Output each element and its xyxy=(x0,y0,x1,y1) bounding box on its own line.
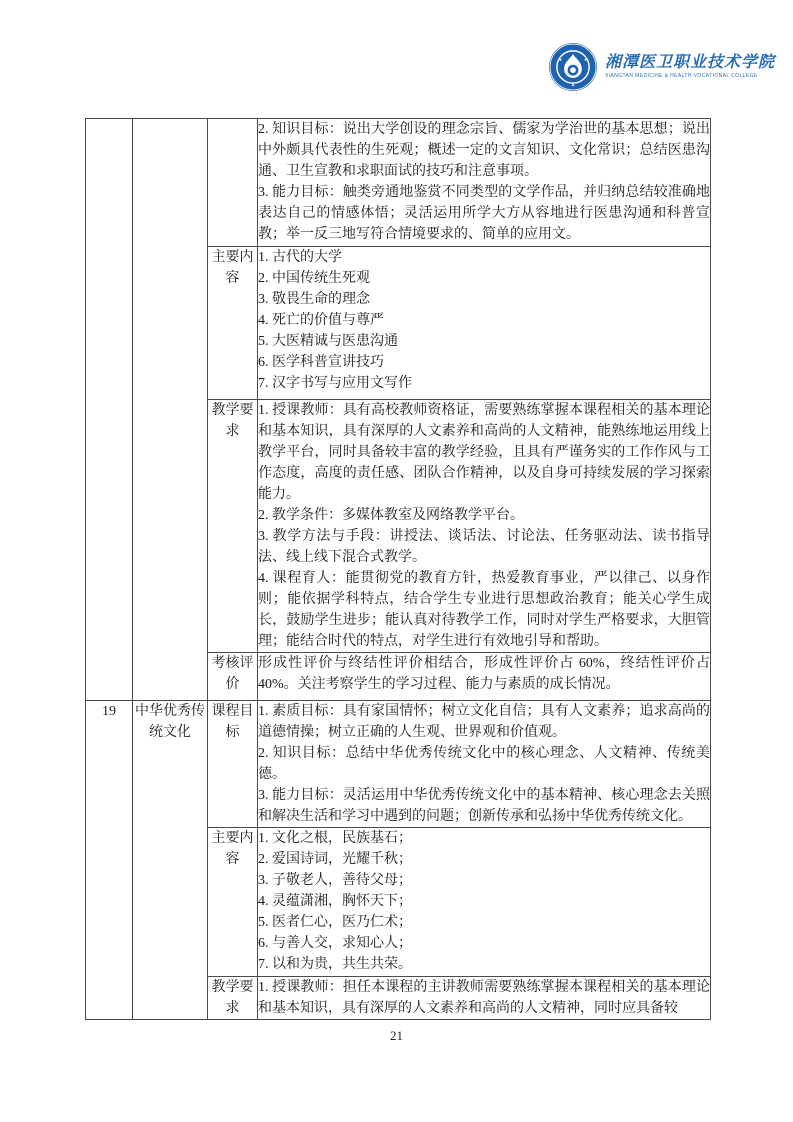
assessment-label-cell: 考核评价 xyxy=(208,653,258,701)
prev-course-name-cell xyxy=(133,119,208,701)
course19-objectives-cell xyxy=(258,701,711,828)
course19-number-cell: 19 xyxy=(86,701,133,1020)
course19-main-content-cell xyxy=(258,828,711,977)
list-item: 6. 医学科普宣讲技巧 xyxy=(258,355,384,370)
list-item: 2. 中国传统生死观 xyxy=(258,271,370,286)
teaching-req-label-cell: 教学要求 xyxy=(208,400,258,653)
course19-teaching-req-cell xyxy=(258,977,711,1020)
requirement-paragraph: 1. 授课教师：具有高校教师资格证，需要熟练掌握本课程相关的基本理论和基本知识，具有深厚的人文素养和高尚的人文精神，能熟练地运用线上教学平台，同时具备较丰富的教学经验，且具有严谨务实的工作作风与工作态度，高度的责任感、团队合作精神，以及自身可持续发展的学习探索能力。 xyxy=(258,403,710,502)
course19-teaching-req-label-cell: 教学要求 xyxy=(208,977,258,1020)
college-name-block xyxy=(605,54,775,80)
college-emblem-icon xyxy=(548,42,598,92)
objective-paragraph: 2. 知识目标：说出大学创设的理念宗旨、儒家为学治世的基本思想；说出中外颇具代表性的生死观；概述一定的文言知识、文化常识；总结医患沟通、卫生宣教和求职面试的技巧和注意事项。 xyxy=(258,122,710,179)
list-item: 7. 汉字书写与应用文写作 xyxy=(258,376,412,391)
prev-objectives-content-cell xyxy=(258,119,711,247)
objective-paragraph: 2. 知识目标：总结中华优秀传统文化中的核心理念、人文精神、传统美德。 xyxy=(258,746,710,782)
course19-objectives-label-cell: 课程目标 xyxy=(208,701,258,828)
table-row xyxy=(86,701,711,828)
list-item: 1. 文化之根，民族基石； xyxy=(258,831,412,846)
requirement-paragraph: 2. 教学条件：多媒体教室及网络教学平台。 xyxy=(258,508,524,523)
list-item: 4. 死亡的价值与尊严 xyxy=(258,313,384,328)
list-item: 5. 大医精诚与医患沟通 xyxy=(258,334,398,349)
objective-paragraph: 3. 能力目标：灵活运用中华优秀传统文化中的基本精神、核心理念去关照和解决生活和学习中遇到的问题；创新传承和弘扬中华优秀传统文化。 xyxy=(258,788,710,824)
curriculum-table xyxy=(85,118,711,1020)
prev-course-number-cell xyxy=(86,119,133,701)
main-content-cell xyxy=(258,247,711,400)
table-row xyxy=(86,119,711,247)
course19-name-cell: 中华优秀传统文化 xyxy=(133,701,208,1020)
list-item: 6. 与善人交，求知心人； xyxy=(258,936,412,951)
college-name-zh: 湘潭医卫职业技术学院 xyxy=(605,54,776,71)
course19-main-content-label-cell: 主要内容 xyxy=(208,828,258,977)
list-item: 2. 爱国诗词，光耀千秋； xyxy=(258,852,412,867)
requirement-paragraph: 3. 教学方法与手段：讲授法、谈话法、讨论法、任务驱动法、读书指导法、线上线下混合式教学。 xyxy=(258,529,710,565)
requirement-paragraph: 1. 授课教师：担任本课程的主讲教师需要熟练掌握本课程相关的基本理论和基本知识，具有深厚的人文素养和高尚的人文精神，同时应具备较 xyxy=(258,980,710,1016)
list-item: 4. 灵蕴潇湘，胸怀天下； xyxy=(258,894,412,909)
college-logo xyxy=(548,42,775,92)
list-item: 1. 古代的大学 xyxy=(258,250,342,265)
objective-paragraph: 1. 素质目标：具有家国情怀；树立文化自信；具有人文素养；追求高尚的道德情操；树立正确的人生观、世界观和价值观。 xyxy=(258,704,710,740)
teaching-req-cell xyxy=(258,400,711,653)
prev-objectives-label-cell xyxy=(208,119,258,247)
list-item: 7. 以和为贵，共生共荣。 xyxy=(258,957,412,972)
page-number: 21 xyxy=(390,1028,403,1043)
list-item: 5. 医者仁心，医乃仁术； xyxy=(258,915,412,930)
assessment-cell xyxy=(258,653,711,701)
main-content-label-cell: 主要内容 xyxy=(208,247,258,400)
college-name-en: XIANGTAN MEDICINE & HEALTH VOCATIONAL COLLEGE xyxy=(605,73,758,79)
list-item: 3. 子敬老人，善待父母； xyxy=(258,873,412,888)
requirement-paragraph: 4. 课程育人：能贯彻党的教育方针，热爱教育事业，严以律己、以身作则；能依据学科特点，结合学生专业进行思想政治教育；能关心学生成长，鼓励学生进步；能认真对待教学工作，同时对学生严格要求，大胆管理；能结合时代的特点，对学生进行有效地引导和帮助。 xyxy=(258,571,710,649)
list-item: 3. 敬畏生命的理念 xyxy=(258,292,370,307)
assessment-paragraph: 形成性评价与终结性评价相结合，形成性评价占 60%，终结性评价占 40%。关注考察学生的学习过程、能力与素质的成长情况。 xyxy=(258,656,710,692)
objective-paragraph: 3. 能力目标：触类旁通地鉴赏不同类型的文学作品，并归纳总结较准确地表达自己的情感体悟；灵活运用所学大方从容地进行医患沟通和科普宣教；举一反三地写符合情境要求的、简单的应用文。 xyxy=(258,185,710,242)
